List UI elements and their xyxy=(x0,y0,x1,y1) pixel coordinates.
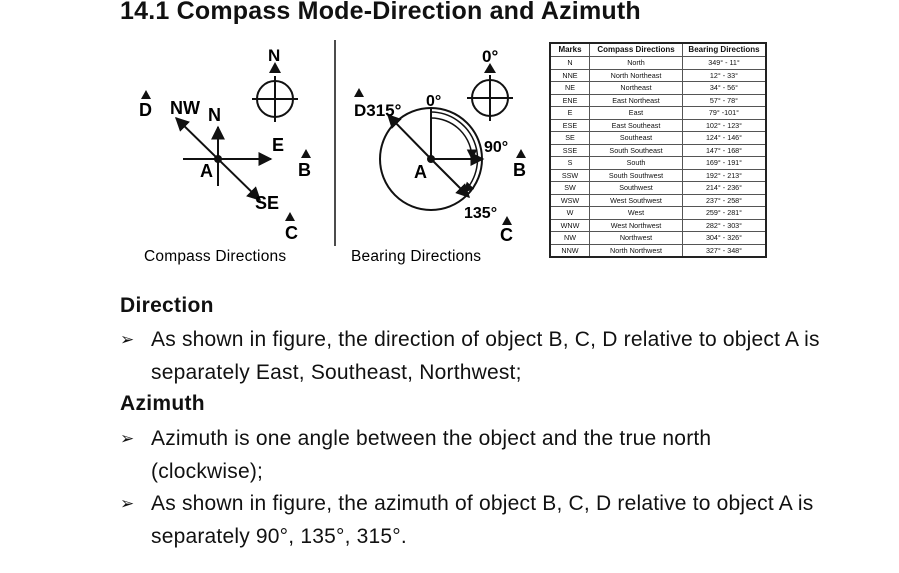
bearing-cell: 214° - 236° xyxy=(683,182,767,195)
bearing-rose-icon xyxy=(467,75,513,121)
bearing-cell: 79° -101° xyxy=(683,107,767,120)
compass-cell: North Northeast xyxy=(590,69,683,82)
bullet-arrow-icon: ➢ xyxy=(120,494,135,513)
compass-caption: Compass Directions xyxy=(144,248,287,265)
bearing-a-label: A xyxy=(414,162,427,182)
compass-cell: West xyxy=(590,207,683,220)
azimuth-bullet-2 xyxy=(120,487,831,553)
direction-text: As shown in figure, the direction of object B, C, D relative to object A is separately East, Southeast, Northwest; xyxy=(151,328,820,384)
bearing-caption: Bearing Directions xyxy=(351,248,482,265)
table-row xyxy=(550,207,766,220)
object-b-triangle-icon xyxy=(301,149,311,158)
table-row xyxy=(550,107,766,120)
compass-directions-figure xyxy=(139,46,311,265)
bearing-cell: 304° - 326° xyxy=(683,232,767,245)
mark-cell: NW xyxy=(550,232,590,245)
bearing-cell: 349° - 11° xyxy=(683,57,767,70)
table-row xyxy=(550,244,766,257)
mark-cell: SSW xyxy=(550,169,590,182)
mark-cell: NNW xyxy=(550,244,590,257)
object-d-triangle-icon xyxy=(141,90,151,99)
page-title: 14.1 Compass Mode-Direction and Azimuth xyxy=(120,0,641,25)
table-row xyxy=(550,157,766,170)
azimuth-bullet-1 xyxy=(120,422,751,488)
mark-cell: WNW xyxy=(550,219,590,232)
compass-b-label: B xyxy=(298,160,311,180)
mark-cell: NNE xyxy=(550,69,590,82)
compass-cell: West Northwest xyxy=(590,219,683,232)
compass-se-label: SE xyxy=(255,193,280,213)
compass-cell: Southwest xyxy=(590,182,683,195)
header-marks: Marks xyxy=(550,43,590,57)
compass-cell: Southeast xyxy=(590,132,683,145)
header-compass-directions: Compass Directions xyxy=(590,43,683,57)
bearing-cell: 34° - 56° xyxy=(683,82,767,95)
mark-cell: ENE xyxy=(550,94,590,107)
mark-cell: N xyxy=(550,57,590,70)
compass-n-small-label: N xyxy=(208,105,221,125)
compass-cell: South Southeast xyxy=(590,144,683,157)
bearing-object-d-triangle-icon xyxy=(354,88,364,97)
bearing-cell: 12° - 33° xyxy=(683,69,767,82)
bearing-cell: 147° - 168° xyxy=(683,144,767,157)
bullet-arrow-icon: ➢ xyxy=(120,429,135,448)
table-row xyxy=(550,219,766,232)
bearing-cell: 259° - 281° xyxy=(683,207,767,220)
compass-cell: North Northwest xyxy=(590,244,683,257)
bearing-reference-table xyxy=(549,42,767,258)
compass-cell: North xyxy=(590,57,683,70)
table-row xyxy=(550,182,766,195)
bearing-cell: 124° - 146° xyxy=(683,132,767,145)
bearing-cell: 237° - 258° xyxy=(683,194,767,207)
bearing-directions-figure xyxy=(351,47,526,265)
bearing-ninety-label: 90° xyxy=(484,139,509,156)
compass-cell: East Southeast xyxy=(590,119,683,132)
bearing-cell: 192° - 213° xyxy=(683,169,767,182)
table-row xyxy=(550,82,766,95)
bearing-object-c-triangle-icon xyxy=(502,216,512,225)
bullet-arrow-icon: ➢ xyxy=(120,330,135,349)
compass-e-label: E xyxy=(272,135,285,155)
header-bearing-directions: Bearing Directions xyxy=(683,43,767,57)
mark-cell: NE xyxy=(550,82,590,95)
table-header-row xyxy=(550,43,766,57)
mark-cell: SSE xyxy=(550,144,590,157)
bearing-cell: 282° - 303° xyxy=(683,219,767,232)
bearing-zero-label: 0° xyxy=(426,93,442,110)
compass-rose-icon xyxy=(252,76,298,122)
mark-cell: E xyxy=(550,107,590,120)
table-row xyxy=(550,119,766,132)
bearing-cell: 327° - 348° xyxy=(683,244,767,257)
direction-diagrams xyxy=(120,38,540,270)
mark-cell: WSW xyxy=(550,194,590,207)
compass-cell: South Southwest xyxy=(590,169,683,182)
bearing-cell: 102° - 123° xyxy=(683,119,767,132)
azimuth-heading: Azimuth xyxy=(120,392,205,415)
compass-cell: Northeast xyxy=(590,82,683,95)
compass-cell: East xyxy=(590,107,683,120)
compass-north-label: N xyxy=(268,46,281,65)
table-row xyxy=(550,169,766,182)
compass-d-label: D xyxy=(139,100,152,120)
mark-cell: S xyxy=(550,157,590,170)
mark-cell: SW xyxy=(550,182,590,195)
mark-cell: ESE xyxy=(550,119,590,132)
bearing-d315-label: D315° xyxy=(354,101,402,120)
direction-bullet xyxy=(120,323,831,389)
table-row xyxy=(550,132,766,145)
table-row xyxy=(550,69,766,82)
azimuth-text-2: As shown in figure, the azimuth of object B, C, D relative to object A is separately 90°, 135°, 315°. xyxy=(151,492,814,548)
table-row xyxy=(550,57,766,70)
table-row xyxy=(550,232,766,245)
compass-cell: West Southwest xyxy=(590,194,683,207)
table-row xyxy=(550,94,766,107)
direction-heading: Direction xyxy=(120,294,214,317)
table-row xyxy=(550,144,766,157)
azimuth-text-1: Azimuth is one angle between the object and the true north (clockwise); xyxy=(151,427,712,483)
table-row xyxy=(550,194,766,207)
compass-cell: East Northeast xyxy=(590,94,683,107)
bearing-c-label: C xyxy=(500,225,513,245)
mark-cell: W xyxy=(550,207,590,220)
bearing-cell: 169° - 191° xyxy=(683,157,767,170)
compass-cell: South xyxy=(590,157,683,170)
bearing-135-label: 135° xyxy=(464,205,498,222)
object-c-triangle-icon xyxy=(285,212,295,221)
mark-cell: SE xyxy=(550,132,590,145)
bearing-top-zero-label: 0° xyxy=(482,47,499,66)
bearing-object-a-point xyxy=(427,155,435,163)
object-a-point xyxy=(214,155,222,163)
compass-cell: Northwest xyxy=(590,232,683,245)
compass-nw-label: NW xyxy=(170,98,200,118)
bearing-b-label: B xyxy=(513,160,526,180)
compass-c-label: C xyxy=(285,223,298,243)
bearing-cell: 57° - 78° xyxy=(683,94,767,107)
bearing-object-b-triangle-icon xyxy=(516,149,526,158)
compass-a-label: A xyxy=(200,161,213,181)
